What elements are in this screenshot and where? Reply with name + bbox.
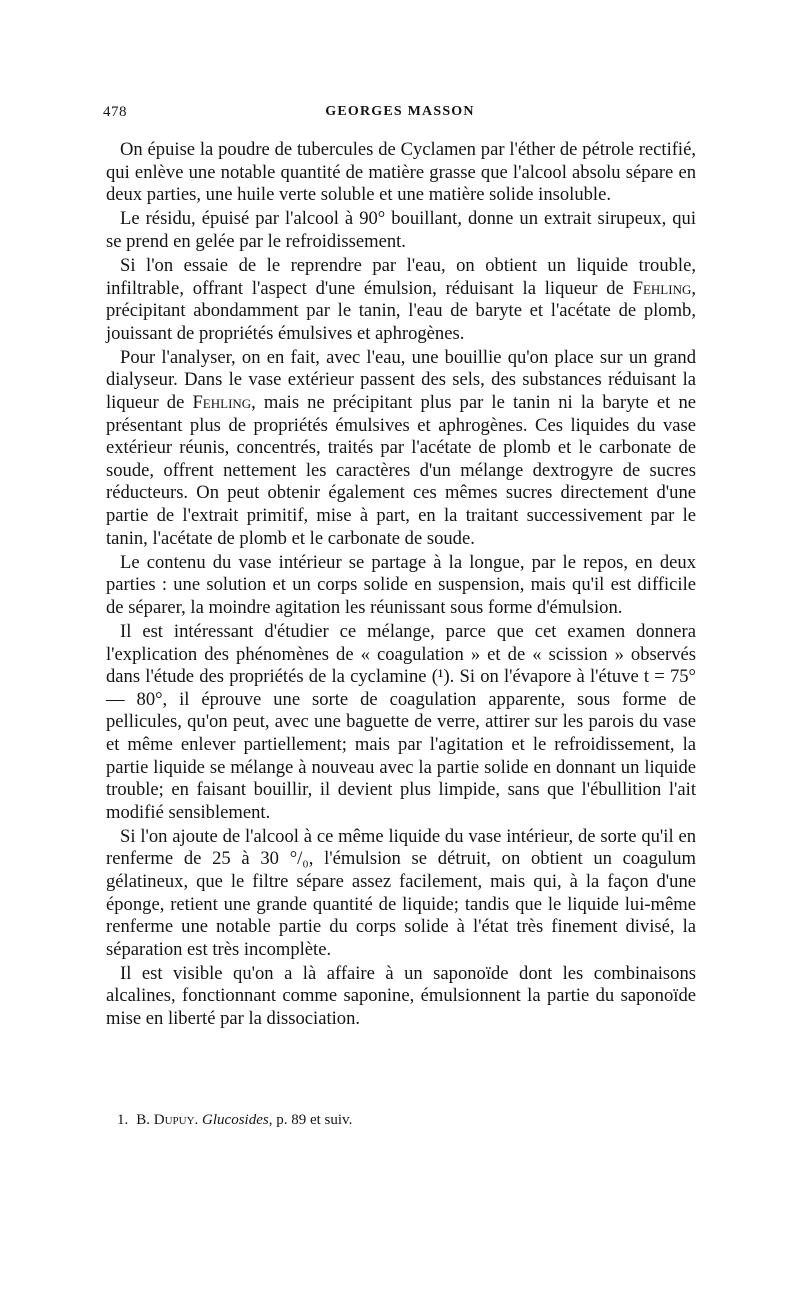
footnote: [117, 1110, 677, 1130]
paragraph: Le contenu du vase intérieur se partage à la longue, par le repos, en deux parties : une solution et un corps solide en suspension, mais qu'il est difficile de séparer, la moindre agitation les réunissant sous forme d'émulsion.: [106, 551, 696, 618]
paragraph: Le résidu, épuisé par l'alcool à 90° bouillant, donne un extrait sirupeux, qui se prend en gelée par le refroidissement.: [106, 208, 696, 252]
paragraph: [106, 347, 696, 550]
body-text: [106, 139, 696, 1032]
page-number: 478: [103, 104, 127, 120]
paragraph: Si l'on ajoute de l'alcool à ce même liquide du vase intérieur, de sorte qu'il en renferme de 25 à 30 °/₀, l'émulsion se détruit, on obtient un coagulum gélatineux, que le filtre sépare assez facilement, mais qui, à la façon d'une éponge, retient une grande quantité de liquide; tandis que le liquide lui-même renferme une notable partie du corps solide à l'état très finement divisé, la séparation est très incomplète.: [106, 825, 696, 960]
paragraph-text: , mais ne précipitant plus par le tanin ni la baryte et ne présentant plus de propriétés émulsives et aphrogènes. Ces liquides du vase extérieur réunis, concentrés, traités par l'acétate de plomb et le carbonate de soude, offrent nettement les caractères d'un mélange dextrogyre de sucres réducteurs. On peut obtenir également ces mêmes sucres directement d'une partie de l'extrait primitif, mise à part, en la traitant successivement par le tanin, l'acétate de plomb et le carbonate de soude.: [106, 392, 696, 549]
paragraph-text: , précipitant abondamment par le tanin, l'eau de baryte et l'acétate de plomb, jouissant de propriétés émulsives et aphrogènes.: [106, 277, 696, 344]
footnote-title: Glucosides: [202, 1112, 269, 1128]
paragraph-text: Si l'on essaie de le reprendre par l'eau, on obtient un liquide trouble, infiltrable, offrant l'aspect d'une émulsion, réduisant la liqueur de: [106, 254, 696, 299]
footnote-reference: , p. 89 et suiv.: [268, 1112, 353, 1128]
paragraph: Il est intéressant d'étudier ce mélange, parce que cet examen donnera l'explication des phénomènes de « coagulation » et de « scission » observés dans l'étude des propriétés de la cyclamine (¹). Si on l'évapore à l'étuve t = 75° — 80°, il éprouve une sorte de coagulation apparente, sous forme de pellicules, qu'on peut, avec une baguette de verre, attirer sur les parois du vase et même enlever partiellement; mais par l'agitation et le refroidissement, la partie liquide se mélange à nouveau avec la partie solide en donnant un liquide trouble; en faisant bouillir, il devient plus limpide, sans que l'ébullition l'ait modifié sensiblement.: [106, 620, 696, 823]
running-title: GEORGES MASSON: [325, 104, 475, 119]
author-name: Fehling: [192, 392, 252, 414]
footnote-author: B. Dupuy.: [136, 1112, 199, 1128]
author-name: Fehling: [632, 277, 692, 299]
paragraph: Il est visible qu'on a là affaire à un saponoïde dont les combinaisons alcalines, fonctionnant comme saponine, émulsionnent la partie du saponoïde mise en liberté par la dissociation.: [106, 962, 696, 1030]
paragraph: [106, 255, 696, 345]
paragraph-text: Pour l'analyser, on en fait, avec l'eau, une bouillie qu'on place sur un grand dialyseur. Dans le vase extérieur passent des sels, des substances réduisant la liqueur de: [106, 346, 696, 414]
footnote-number: 1.: [117, 1112, 129, 1128]
paragraph: On épuise la poudre de tubercules de Cyclamen par l'éther de pétrole rectifié, qui enlève une notable quantité de matière grasse que l'alcool absolu sépare en deux parties, une huile verte soluble et une matière solide insoluble.: [106, 139, 696, 206]
running-head: [103, 104, 697, 126]
